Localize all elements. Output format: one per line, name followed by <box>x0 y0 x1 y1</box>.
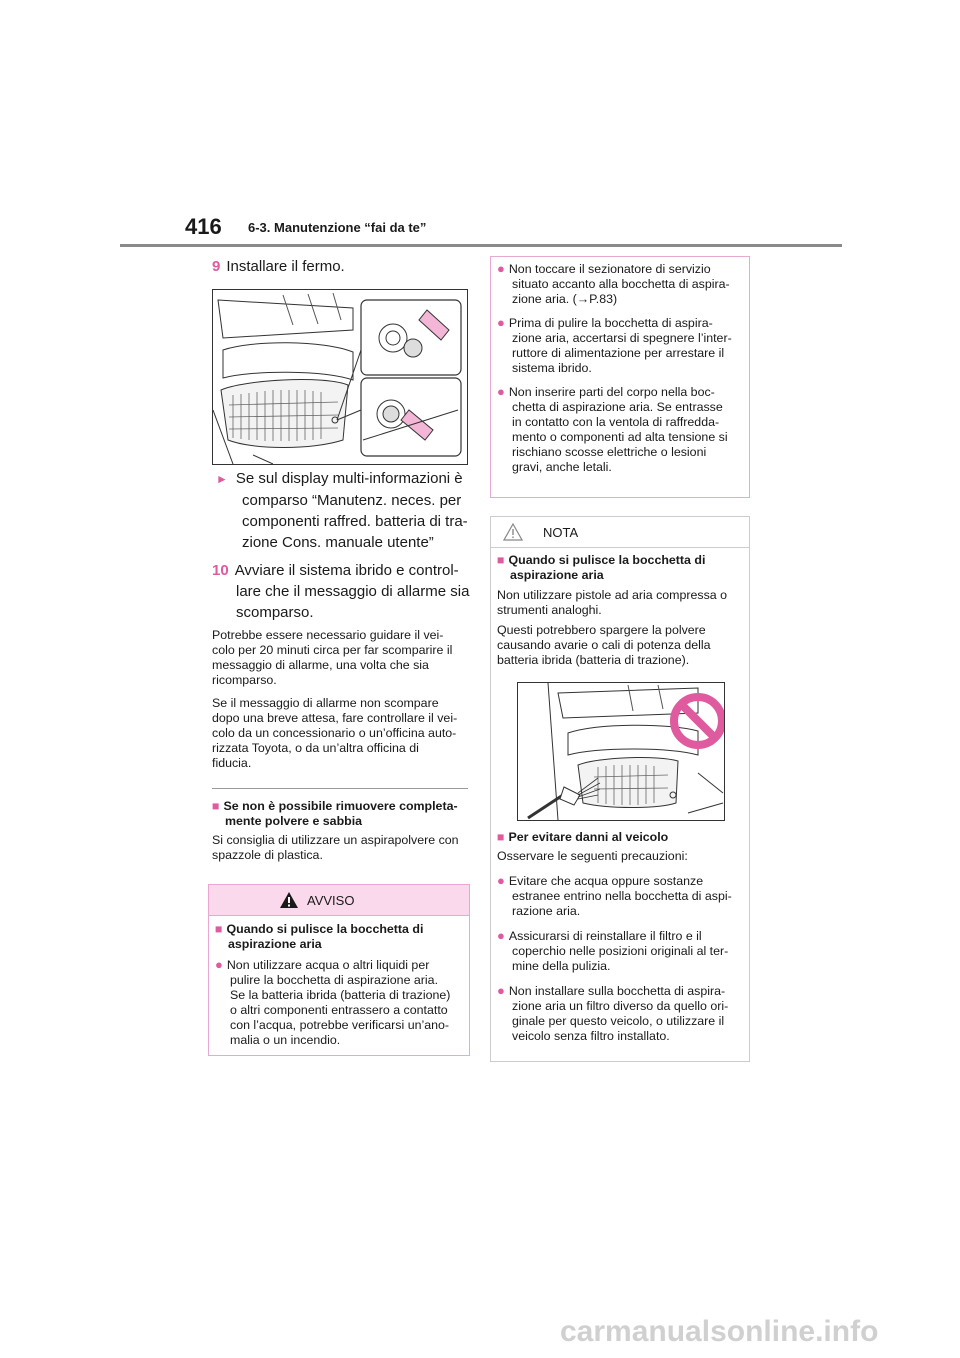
install-clip-illustration <box>212 289 468 465</box>
no-compressed-air-illustration <box>517 682 725 821</box>
item-line: mento o componenti ad alta tensione si <box>512 430 728 444</box>
para-line: Se il messaggio di allarme non scompare <box>212 696 439 710</box>
para-line: colo da un concessionario o un’officina auto- <box>212 726 457 740</box>
dust-heading <box>212 799 474 829</box>
note-heading-1 <box>497 553 741 583</box>
item-line: coperchio nelle posizioni originali al ter- <box>512 944 729 958</box>
vent-cleaning-drawing <box>518 683 724 820</box>
item-line: rischiano scosse elettriche o lesioni <box>512 445 707 459</box>
heading-line: aspirazione aria <box>228 937 322 951</box>
item-line: zione aria un filtro diverso da quello ori- <box>512 999 729 1013</box>
warning-heading <box>215 922 461 952</box>
warning-triangle-icon <box>279 891 299 909</box>
item-line: Prima di pulire la bocchetta di aspira- <box>508 316 713 330</box>
para-line: rizzata Toyota, o da un’altra officina di <box>212 741 419 755</box>
warning-box <box>208 884 470 1056</box>
para-line: messaggio di allarme, una volta che sia <box>212 658 429 672</box>
bullet-line-2: comparso “Manutenz. neces. per <box>242 492 462 509</box>
item-line: strumenti analoghi. <box>497 603 602 617</box>
square-bullet-icon: ■ <box>497 553 505 567</box>
note-text-1 <box>497 588 741 618</box>
item-line: chetta di aspirazione aria. Se entrasse <box>512 400 723 414</box>
heading-line: Per evitare danni al veicolo <box>508 830 669 844</box>
item-line: sistema ibrido. <box>512 361 592 375</box>
step-number: 9 <box>212 258 221 275</box>
item-line: Non utilizzare acqua o altri liquidi per <box>226 958 430 972</box>
item-line: gravi, anche letali. <box>512 460 612 474</box>
warning-title: AVVISO <box>307 893 355 908</box>
step-line: scomparso. <box>236 604 314 621</box>
item-line: Non utilizzare pistole ad aria compressa o <box>497 588 728 602</box>
heading-line: Se non è possibile rimuovere completa- <box>223 799 458 813</box>
item-line: causando avarie o cali di potenza della <box>497 638 711 652</box>
header-rule <box>120 244 842 247</box>
note-box <box>490 516 750 1062</box>
item-line: ginale per questo veicolo, o utilizzare il <box>512 1014 725 1028</box>
circle-bullet-icon: ● <box>497 873 505 888</box>
item-line: Se la batteria ibrida (batteria di trazione) <box>230 988 451 1002</box>
circle-bullet-icon: ● <box>497 983 505 998</box>
paragraph-drive <box>212 628 474 688</box>
arrow-bullet-icon: ► <box>216 472 228 486</box>
bullet-line-4: zione Cons. manuale utente” <box>242 534 434 551</box>
para-line: Potrebbe essere necessario guidare il vei- <box>212 628 444 642</box>
item-line: Questi potrebbero spargere la polvere <box>497 623 706 637</box>
item-line: in contatto con la ventola di raffredda- <box>512 415 720 429</box>
step-text: Installare il fermo. <box>226 258 345 275</box>
circle-bullet-icon: ● <box>497 315 505 330</box>
note-box-header <box>491 517 749 548</box>
dust-text <box>212 833 474 863</box>
section-title: 6-3. Manutenzione “fai da te” <box>248 220 427 235</box>
item-line: Non inserire parti del corpo nella boc- <box>508 385 715 399</box>
para-line: spazzole di plastica. <box>212 848 323 862</box>
item-line: Assicurarsi di reinstallare il filtro e il <box>508 929 702 943</box>
warning-item-1 <box>215 957 461 1048</box>
warning-item-corpo <box>497 384 741 475</box>
para-line: ricomparso. <box>212 673 277 687</box>
bullet-line-text: Se sul display multi-informazioni è <box>235 470 463 487</box>
heading-line: mente polvere e sabbia <box>225 814 363 828</box>
item-line: situato accanto alla bocchetta di aspira- <box>512 277 730 291</box>
bullet-line-1 <box>216 468 476 490</box>
circle-bullet-icon: ● <box>497 928 505 943</box>
item-line: estranee entrino nella bocchetta di aspi- <box>512 889 732 903</box>
heading-line: Quando si pulisce la bocchetta di <box>508 553 706 567</box>
item-line: malia o un incendio. <box>230 1033 341 1047</box>
step-9 <box>212 256 345 277</box>
note-text-2 <box>497 623 741 668</box>
caution-triangle-icon <box>503 523 523 541</box>
step-line: Avviare il sistema ibrido e control- <box>234 562 459 579</box>
warning-box-header <box>209 885 469 916</box>
square-bullet-icon: ■ <box>215 922 223 936</box>
note-item-3 <box>497 983 741 1044</box>
note-item-2 <box>497 928 741 974</box>
step-10 <box>212 560 482 623</box>
watermark: carmanualsonline.info <box>560 1315 879 1348</box>
note-text-3: Osservare le seguenti precauzioni: <box>497 849 688 863</box>
item-line: Non installare sulla bocchetta di aspira- <box>508 984 726 998</box>
page-number: 416 <box>185 214 222 239</box>
item-line: Non toccare il sezionatore di servizio <box>508 262 711 276</box>
square-bullet-icon: ■ <box>497 830 505 844</box>
item-line: ruttore di alimentazione per arrestare il <box>512 346 725 360</box>
heading-line: Quando si pulisce la bocchetta di <box>226 922 424 936</box>
note-heading-2 <box>497 830 741 845</box>
step-line: lare che il messaggio di allarme sia <box>236 583 470 600</box>
item-line: con l’acqua, potrebbe verificarsi un’ano- <box>230 1018 450 1032</box>
item-line: zione aria. (→P.83) <box>512 292 618 306</box>
para-line: colo per 20 minuti circa per far scomparire il <box>212 643 453 657</box>
step-number: 10 <box>212 562 229 579</box>
vent-clip-drawing <box>213 290 467 464</box>
item-line: o altri componenti entrassero a contatto <box>230 1003 448 1017</box>
bullet-condition <box>216 468 476 553</box>
note-item-1 <box>497 873 741 919</box>
item-line: razione aria. <box>512 904 581 918</box>
warning-item-spegnere <box>497 315 741 376</box>
para-line: dopo una breve attesa, fare controllare il vei- <box>212 711 458 725</box>
item-line: Evitare che acqua oppure sostanze <box>508 874 704 888</box>
bullet-line-3: componenti raffred. batteria di tra- <box>242 513 468 530</box>
para-line: Si consiglia di utilizzare un aspirapolvere con <box>212 833 459 847</box>
item-line: zione aria, accertarsi di spegnere l’inter- <box>512 331 732 345</box>
item-line: veicolo senza filtro installato. <box>512 1029 670 1043</box>
circle-bullet-icon: ● <box>215 957 223 972</box>
para-line: fiducia. <box>212 756 252 770</box>
item-line: mine della pulizia. <box>512 959 611 973</box>
square-bullet-icon: ■ <box>212 799 220 813</box>
circle-bullet-icon: ● <box>497 261 505 276</box>
note-title: NOTA <box>543 525 579 540</box>
item-line: pulire la bocchetta di aspirazione aria. <box>230 973 439 987</box>
warning-item-servizio <box>497 261 741 307</box>
paragraph-dealer <box>212 696 474 771</box>
heading-line: aspirazione aria <box>510 568 604 582</box>
circle-bullet-icon: ● <box>497 384 505 399</box>
warning-box-continued <box>490 256 750 498</box>
item-line: batteria ibrida (batteria di trazione). <box>497 653 690 667</box>
section-divider <box>212 788 468 789</box>
